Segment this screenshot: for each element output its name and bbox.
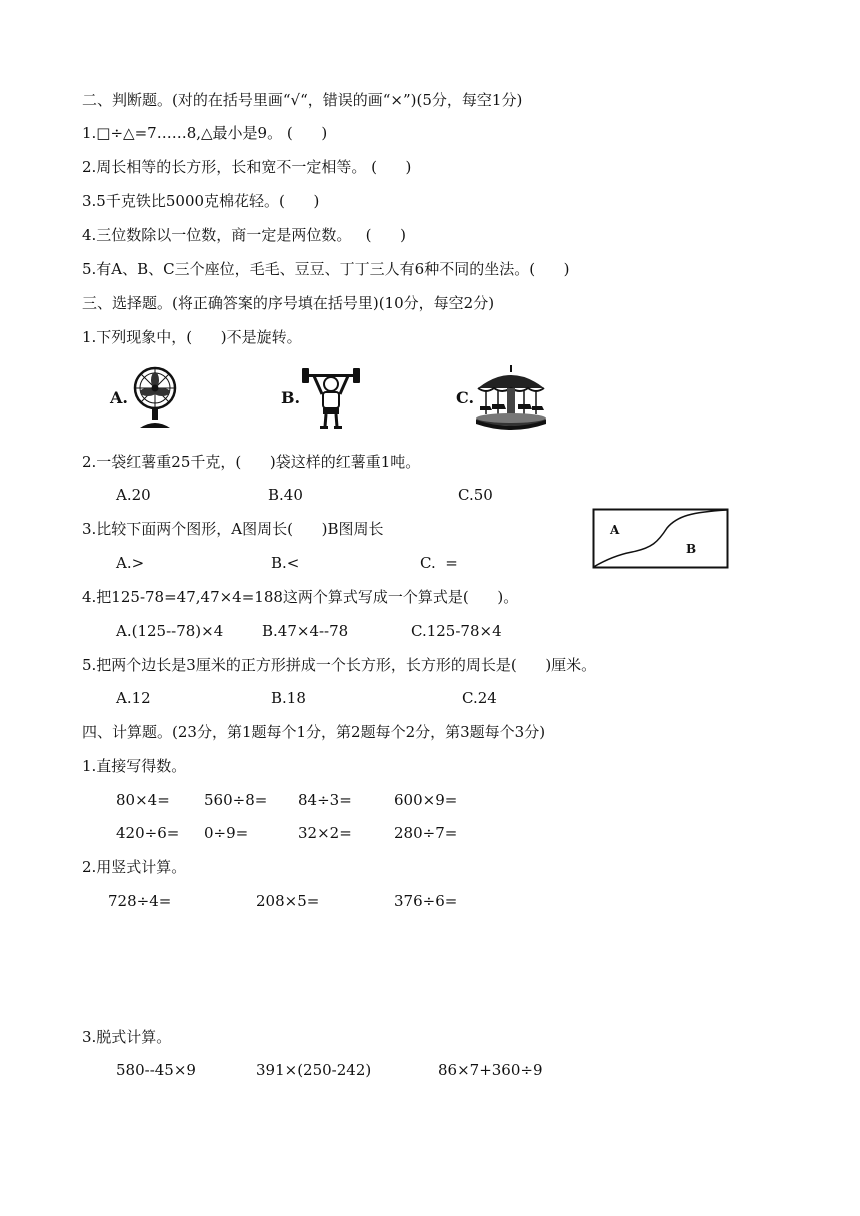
judge-item-5: 5.有A、B、C三个座位，毛毛、豆豆、丁丁三人有6种不同的坐法。( ) [82, 260, 570, 278]
stepwise-calc-item: 580--45×9 [116, 1061, 196, 1079]
weightlifter-icon [300, 366, 362, 430]
oral-calc-item: 420÷6= [116, 824, 180, 842]
q1-option-c: C. [456, 388, 475, 407]
q2-option-c: C.50 [458, 486, 493, 504]
vertical-calc-item: 208×5= [256, 892, 320, 910]
section2-heading: 二、判断题。(对的在括号里画“√“，错误的画“×”)(5分，每空1分) [82, 91, 523, 109]
stepwise-calc-item: 391×(250-242) [256, 1061, 372, 1079]
judge-item-3: 3.5千克铁比5000克棉花轻。( ) [82, 192, 320, 210]
vertical-calc-item: 376÷6= [394, 892, 458, 910]
q2-option-b: B.40 [268, 486, 303, 504]
oral-calc-item: 32×2= [298, 824, 352, 842]
q3-option-b: B.< [271, 554, 300, 572]
judge-item-2: 2.周长相等的长方形，长和宽不一定相等。 ( ) [82, 158, 412, 176]
shape-label-b: B [686, 542, 697, 556]
oral-calc-item: 560÷8= [204, 791, 268, 809]
carousel-icon [474, 364, 548, 430]
q5-option-a: A.12 [116, 689, 151, 707]
calc-part2-title: 2.用竖式计算。 [82, 858, 187, 876]
oral-calc-item: 80×4= [116, 791, 170, 809]
q4-option-a: A.(125--78)×4 [116, 622, 224, 640]
choice-q3: 3.比较下面两个图形，A图周长( )B图周长 [82, 520, 384, 538]
q5-option-c: C.24 [462, 689, 497, 707]
calc-part3-title: 3.脱式计算。 [82, 1028, 172, 1046]
choice-q4: 4.把125-78=47,47×4=188这两个算式写成一个算式是( )。 [82, 588, 519, 606]
judge-item-4: 4.三位数除以一位数，商一定是两位数。 ( ) [82, 226, 406, 244]
oral-calc-item: 84÷3= [298, 791, 352, 809]
calc-part1-title: 1.直接写得数。 [82, 757, 187, 775]
oral-calc-item: 600×9= [394, 791, 458, 809]
oral-calc-item: 0÷9= [204, 824, 249, 842]
judge-item-1: 1.□÷△=7……8,△最小是9。 ( ) [82, 124, 328, 142]
choice-q5: 5.把两个边长是3厘米的正方形拼成一个长方形，长方形的周长是( )厘米。 [82, 656, 597, 674]
q4-option-c: C.125-78×4 [411, 622, 502, 640]
oral-calc-item: 280÷7= [394, 824, 458, 842]
fan-icon [132, 366, 178, 430]
shape-label-a: A [610, 523, 620, 537]
q5-option-b: B.18 [271, 689, 306, 707]
q4-option-b: B.47×4--78 [262, 622, 349, 640]
stepwise-calc-item: 86×7+360÷9 [438, 1061, 543, 1079]
q3-option-a: A.> [116, 554, 145, 572]
q3-option-c: C. = [420, 554, 458, 572]
q1-option-a: A. [110, 388, 128, 407]
choice-q1: 1.下列现象中，( )不是旋转。 [82, 328, 302, 346]
choice-q2: 2.一袋红薯重25千克，( )袋这样的红薯重1吨。 [82, 453, 421, 471]
q2-option-a: A.20 [116, 486, 151, 504]
q1-option-b: B. [281, 388, 301, 407]
section3-heading: 三、选择题。(将正确答案的序号填在括号里)(10分，每空2分) [82, 294, 495, 312]
section4-heading: 四、计算题。(23分，第1题每个1分，第2题每个2分，第3题每个3分) [82, 723, 546, 741]
vertical-calc-item: 728÷4= [108, 892, 172, 910]
